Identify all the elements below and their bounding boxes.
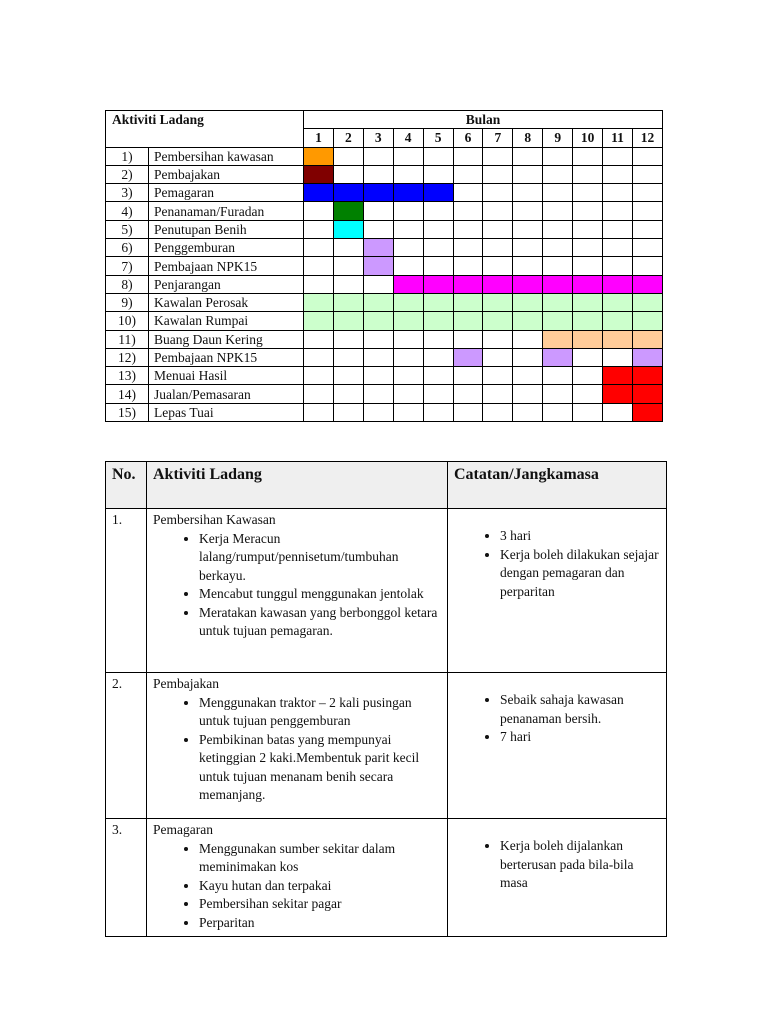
month-header-12: 12 (632, 129, 662, 147)
month-header-9: 9 (543, 129, 573, 147)
gantt-row (106, 220, 663, 238)
detail-note-item: • 7 hari (500, 728, 660, 747)
schedule-empty-cell (333, 239, 363, 257)
schedule-empty-cell (393, 385, 423, 403)
schedule-bar-cell (453, 312, 483, 330)
activity-name: Lepas Tuai (149, 403, 304, 421)
schedule-empty-cell (333, 165, 363, 183)
schedule-bar-cell (632, 330, 662, 348)
schedule-empty-cell (393, 257, 423, 275)
gantt-row (106, 202, 663, 220)
schedule-empty-cell (632, 257, 662, 275)
activity-number: 15) (106, 403, 149, 421)
schedule-empty-cell (483, 239, 513, 257)
schedule-empty-cell (304, 385, 334, 403)
schedule-bar-cell (363, 239, 393, 257)
month-header-10: 10 (573, 129, 603, 147)
schedule-empty-cell (304, 403, 334, 421)
schedule-empty-cell (423, 202, 453, 220)
schedule-empty-cell (513, 330, 543, 348)
detail-note-item: • Kerja boleh dijalankan berterusan pada bila-bila masa (500, 837, 660, 893)
activity-name: Penutupan Benih (149, 220, 304, 238)
schedule-empty-cell (363, 147, 393, 165)
schedule-empty-cell (513, 184, 543, 202)
schedule-bar-cell (483, 275, 513, 293)
schedule-bar-cell (603, 312, 633, 330)
detail-activity-header: Aktiviti Ladang (147, 462, 448, 509)
schedule-empty-cell (483, 202, 513, 220)
schedule-empty-cell (393, 165, 423, 183)
detail-number: 3. (106, 819, 147, 937)
schedule-bar-cell (393, 184, 423, 202)
schedule-bar-cell (453, 348, 483, 366)
detail-activity-item: • Kerja Meracun lalang/rumput/pennisetum/tumbuhan berkayu. (199, 530, 441, 586)
schedule-empty-cell (363, 403, 393, 421)
gantt-row (106, 239, 663, 257)
gantt-row (106, 385, 663, 403)
schedule-empty-cell (363, 220, 393, 238)
schedule-empty-cell (513, 147, 543, 165)
schedule-bar-cell (304, 147, 334, 165)
schedule-empty-cell (453, 147, 483, 165)
schedule-bar-cell (632, 367, 662, 385)
gantt-row (106, 330, 663, 348)
schedule-empty-cell (543, 403, 573, 421)
activity-name: Penjarangan (149, 275, 304, 293)
schedule-empty-cell (483, 367, 513, 385)
gantt-row (106, 184, 663, 202)
schedule-bar-cell (453, 275, 483, 293)
detail-activity-item: • Pembersihan sekitar pagar (199, 895, 441, 914)
schedule-empty-cell (304, 239, 334, 257)
schedule-empty-cell (304, 220, 334, 238)
schedule-empty-cell (333, 348, 363, 366)
schedule-empty-cell (483, 348, 513, 366)
activity-number: 13) (106, 367, 149, 385)
schedule-empty-cell (393, 403, 423, 421)
schedule-bar-cell (423, 312, 453, 330)
schedule-bar-cell (603, 330, 633, 348)
schedule-empty-cell (573, 165, 603, 183)
schedule-empty-cell (453, 330, 483, 348)
schedule-bar-cell (333, 312, 363, 330)
detail-activity-list (153, 530, 441, 641)
detail-activity-item: • Menggunakan sumber sekitar dalam meminimakan kos (199, 840, 441, 877)
detail-activity-title: Pembersihan Kawasan (153, 512, 276, 527)
schedule-empty-cell (543, 220, 573, 238)
activity-name: Penanaman/Furadan (149, 202, 304, 220)
schedule-empty-cell (363, 348, 393, 366)
activity-detail-table (105, 461, 667, 937)
schedule-bar-cell (423, 293, 453, 311)
schedule-bar-cell (333, 184, 363, 202)
schedule-empty-cell (543, 257, 573, 275)
detail-notes-cell (448, 819, 667, 937)
schedule-empty-cell (453, 385, 483, 403)
schedule-bar-cell (393, 293, 423, 311)
schedule-empty-cell (393, 147, 423, 165)
schedule-empty-cell (304, 257, 334, 275)
detail-note-item: • Sebaik sahaja kawasan penanaman bersih. (500, 691, 660, 728)
schedule-empty-cell (543, 184, 573, 202)
schedule-empty-cell (573, 367, 603, 385)
schedule-empty-cell (423, 348, 453, 366)
schedule-empty-cell (453, 184, 483, 202)
schedule-empty-cell (483, 220, 513, 238)
schedule-empty-cell (573, 257, 603, 275)
gantt-month-header: Bulan (304, 111, 663, 129)
schedule-empty-cell (513, 202, 543, 220)
month-header-2: 2 (333, 129, 363, 147)
detail-note-item: • 3 hari (500, 527, 660, 546)
activity-name: Buang Daun Kering (149, 330, 304, 348)
activity-name: Pembajakan (149, 165, 304, 183)
activity-name: Pemagaran (149, 184, 304, 202)
activity-number: 12) (106, 348, 149, 366)
schedule-empty-cell (363, 330, 393, 348)
schedule-empty-cell (453, 257, 483, 275)
schedule-empty-cell (513, 239, 543, 257)
schedule-empty-cell (304, 348, 334, 366)
gantt-row (106, 257, 663, 275)
schedule-empty-cell (603, 165, 633, 183)
schedule-empty-cell (423, 220, 453, 238)
gantt-body (106, 147, 663, 421)
schedule-empty-cell (423, 239, 453, 257)
schedule-empty-cell (483, 147, 513, 165)
schedule-empty-cell (513, 257, 543, 275)
detail-activity-list (153, 840, 441, 933)
schedule-empty-cell (363, 275, 393, 293)
schedule-empty-cell (632, 239, 662, 257)
schedule-empty-cell (304, 367, 334, 385)
schedule-empty-cell (543, 165, 573, 183)
schedule-empty-cell (573, 202, 603, 220)
activity-number: 4) (106, 202, 149, 220)
gantt-row (106, 147, 663, 165)
month-header-11: 11 (603, 129, 633, 147)
schedule-empty-cell (304, 275, 334, 293)
gantt-activity-header: Aktiviti Ladang (106, 111, 304, 148)
schedule-empty-cell (393, 367, 423, 385)
activity-number: 2) (106, 165, 149, 183)
gantt-row (106, 165, 663, 183)
detail-number: 1. (106, 509, 147, 673)
schedule-empty-cell (333, 147, 363, 165)
schedule-empty-cell (573, 147, 603, 165)
detail-number: 2. (106, 673, 147, 819)
detail-activity-list (153, 694, 441, 805)
gantt-row (106, 367, 663, 385)
detail-notes-list (454, 691, 660, 747)
schedule-empty-cell (513, 220, 543, 238)
activity-number: 11) (106, 330, 149, 348)
detail-notes-list (454, 837, 660, 893)
schedule-bar-cell (513, 293, 543, 311)
schedule-empty-cell (363, 202, 393, 220)
schedule-empty-cell (543, 239, 573, 257)
schedule-empty-cell (632, 184, 662, 202)
schedule-bar-cell (393, 275, 423, 293)
schedule-empty-cell (513, 348, 543, 366)
schedule-empty-cell (573, 385, 603, 403)
detail-notes-header: Catatan/Jangkamasa (448, 462, 667, 509)
schedule-bar-cell (632, 275, 662, 293)
schedule-bar-cell (513, 275, 543, 293)
schedule-empty-cell (453, 239, 483, 257)
schedule-empty-cell (543, 367, 573, 385)
month-header-8: 8 (513, 129, 543, 147)
schedule-bar-cell (483, 293, 513, 311)
schedule-empty-cell (632, 165, 662, 183)
activity-schedule-table (105, 110, 663, 422)
schedule-empty-cell (363, 165, 393, 183)
schedule-bar-cell (632, 385, 662, 403)
month-header-1: 1 (304, 129, 334, 147)
schedule-empty-cell (543, 202, 573, 220)
schedule-bar-cell (632, 403, 662, 421)
activity-name: Kawalan Perosak (149, 293, 304, 311)
schedule-empty-cell (423, 367, 453, 385)
schedule-empty-cell (573, 348, 603, 366)
detail-activity-item: • Perparitan (199, 914, 441, 933)
activity-number: 8) (106, 275, 149, 293)
detail-row (106, 509, 667, 673)
activity-number: 5) (106, 220, 149, 238)
activity-name: Pembajaan NPK15 (149, 348, 304, 366)
gantt-row (106, 312, 663, 330)
detail-note-item: • Kerja boleh dilakukan sejajar dengan pemagaran dan perparitan (500, 546, 660, 602)
schedule-empty-cell (513, 367, 543, 385)
schedule-empty-cell (603, 220, 633, 238)
schedule-empty-cell (632, 147, 662, 165)
schedule-empty-cell (423, 330, 453, 348)
schedule-bar-cell (363, 184, 393, 202)
detail-notes-cell (448, 509, 667, 673)
month-header-3: 3 (363, 129, 393, 147)
schedule-empty-cell (573, 184, 603, 202)
month-header-5: 5 (423, 129, 453, 147)
schedule-bar-cell (603, 293, 633, 311)
activity-number: 10) (106, 312, 149, 330)
schedule-empty-cell (304, 330, 334, 348)
detail-activity-item: • Kayu hutan dan terpakai (199, 877, 441, 896)
detail-activity-title: Pemagaran (153, 822, 213, 837)
detail-notes-list (454, 527, 660, 601)
schedule-bar-cell (453, 293, 483, 311)
schedule-empty-cell (393, 202, 423, 220)
month-header-4: 4 (393, 129, 423, 147)
schedule-bar-cell (423, 184, 453, 202)
schedule-empty-cell (543, 147, 573, 165)
schedule-empty-cell (603, 184, 633, 202)
schedule-empty-cell (543, 385, 573, 403)
activity-name: Penggemburan (149, 239, 304, 257)
schedule-empty-cell (333, 257, 363, 275)
schedule-empty-cell (632, 220, 662, 238)
schedule-empty-cell (573, 220, 603, 238)
detail-row (106, 673, 667, 819)
detail-activity-item: • Meratakan kawasan yang berbonggol ketara untuk tujuan pemagaran. (199, 604, 441, 641)
activity-number: 7) (106, 257, 149, 275)
schedule-empty-cell (423, 257, 453, 275)
detail-notes-cell (448, 673, 667, 819)
schedule-empty-cell (333, 275, 363, 293)
schedule-empty-cell (453, 220, 483, 238)
schedule-empty-cell (483, 385, 513, 403)
schedule-bar-cell (573, 330, 603, 348)
activity-number: 6) (106, 239, 149, 257)
detail-activity-cell (147, 673, 448, 819)
schedule-bar-cell (543, 348, 573, 366)
schedule-empty-cell (483, 165, 513, 183)
schedule-bar-cell (333, 220, 363, 238)
schedule-bar-cell (603, 275, 633, 293)
schedule-bar-cell (363, 293, 393, 311)
schedule-bar-cell (483, 312, 513, 330)
detail-body (106, 509, 667, 937)
schedule-empty-cell (603, 403, 633, 421)
schedule-empty-cell (393, 330, 423, 348)
activity-name: Jualan/Pemasaran (149, 385, 304, 403)
schedule-empty-cell (423, 165, 453, 183)
schedule-empty-cell (632, 202, 662, 220)
schedule-bar-cell (573, 275, 603, 293)
schedule-empty-cell (453, 165, 483, 183)
schedule-empty-cell (304, 202, 334, 220)
schedule-bar-cell (573, 293, 603, 311)
schedule-bar-cell (304, 312, 334, 330)
detail-activity-title: Pembajakan (153, 676, 219, 691)
schedule-bar-cell (543, 293, 573, 311)
schedule-empty-cell (513, 385, 543, 403)
schedule-empty-cell (393, 348, 423, 366)
schedule-empty-cell (573, 239, 603, 257)
schedule-empty-cell (423, 385, 453, 403)
schedule-empty-cell (483, 330, 513, 348)
schedule-empty-cell (333, 385, 363, 403)
activity-name: Kawalan Rumpai (149, 312, 304, 330)
schedule-bar-cell (603, 367, 633, 385)
schedule-bar-cell (513, 312, 543, 330)
schedule-empty-cell (603, 147, 633, 165)
schedule-bar-cell (543, 312, 573, 330)
schedule-bar-cell (543, 330, 573, 348)
activity-name: Pembajaan NPK15 (149, 257, 304, 275)
schedule-empty-cell (603, 257, 633, 275)
activity-number: 1) (106, 147, 149, 165)
schedule-bar-cell (333, 293, 363, 311)
schedule-empty-cell (513, 165, 543, 183)
activity-number: 9) (106, 293, 149, 311)
schedule-empty-cell (333, 330, 363, 348)
schedule-empty-cell (333, 367, 363, 385)
schedule-bar-cell (543, 275, 573, 293)
detail-no-header: No. (106, 462, 147, 509)
gantt-row (106, 293, 663, 311)
detail-activity-item: • Pembikinan batas yang mempunyai ketinggian 2 kaki.Membentuk parit kecil untuk tujuan menanam benih secara memanjang. (199, 731, 441, 805)
gantt-row (106, 275, 663, 293)
schedule-bar-cell (632, 312, 662, 330)
schedule-bar-cell (363, 312, 393, 330)
schedule-empty-cell (483, 184, 513, 202)
activity-number: 3) (106, 184, 149, 202)
schedule-bar-cell (304, 184, 334, 202)
schedule-bar-cell (632, 348, 662, 366)
schedule-empty-cell (333, 403, 363, 421)
schedule-bar-cell (304, 165, 334, 183)
schedule-bar-cell (573, 312, 603, 330)
detail-header-row (106, 462, 667, 509)
detail-activity-item: • Mencabut tunggul menggunakan jentolak (199, 585, 441, 604)
schedule-empty-cell (453, 202, 483, 220)
schedule-empty-cell (393, 220, 423, 238)
activity-name: Menuai Hasil (149, 367, 304, 385)
gantt-row (106, 403, 663, 421)
detail-activity-cell (147, 819, 448, 937)
month-header-6: 6 (453, 129, 483, 147)
schedule-bar-cell (393, 312, 423, 330)
schedule-bar-cell (632, 293, 662, 311)
month-header-7: 7 (483, 129, 513, 147)
schedule-empty-cell (363, 385, 393, 403)
schedule-empty-cell (603, 202, 633, 220)
detail-activity-cell (147, 509, 448, 673)
schedule-empty-cell (423, 403, 453, 421)
schedule-empty-cell (513, 403, 543, 421)
schedule-bar-cell (423, 275, 453, 293)
schedule-bar-cell (304, 293, 334, 311)
schedule-empty-cell (363, 367, 393, 385)
gantt-row (106, 348, 663, 366)
schedule-bar-cell (603, 385, 633, 403)
schedule-empty-cell (453, 367, 483, 385)
schedule-empty-cell (573, 403, 603, 421)
gantt-header-row (106, 111, 663, 129)
schedule-empty-cell (483, 403, 513, 421)
activity-name: Pembersihan kawasan (149, 147, 304, 165)
schedule-empty-cell (603, 348, 633, 366)
schedule-empty-cell (423, 147, 453, 165)
activity-number: 14) (106, 385, 149, 403)
schedule-bar-cell (333, 202, 363, 220)
detail-activity-item: • Menggunakan traktor – 2 kali pusingan untuk tujuan penggemburan (199, 694, 441, 731)
schedule-empty-cell (393, 239, 423, 257)
schedule-empty-cell (483, 257, 513, 275)
schedule-empty-cell (603, 239, 633, 257)
schedule-bar-cell (363, 257, 393, 275)
schedule-empty-cell (453, 403, 483, 421)
detail-row (106, 819, 667, 937)
